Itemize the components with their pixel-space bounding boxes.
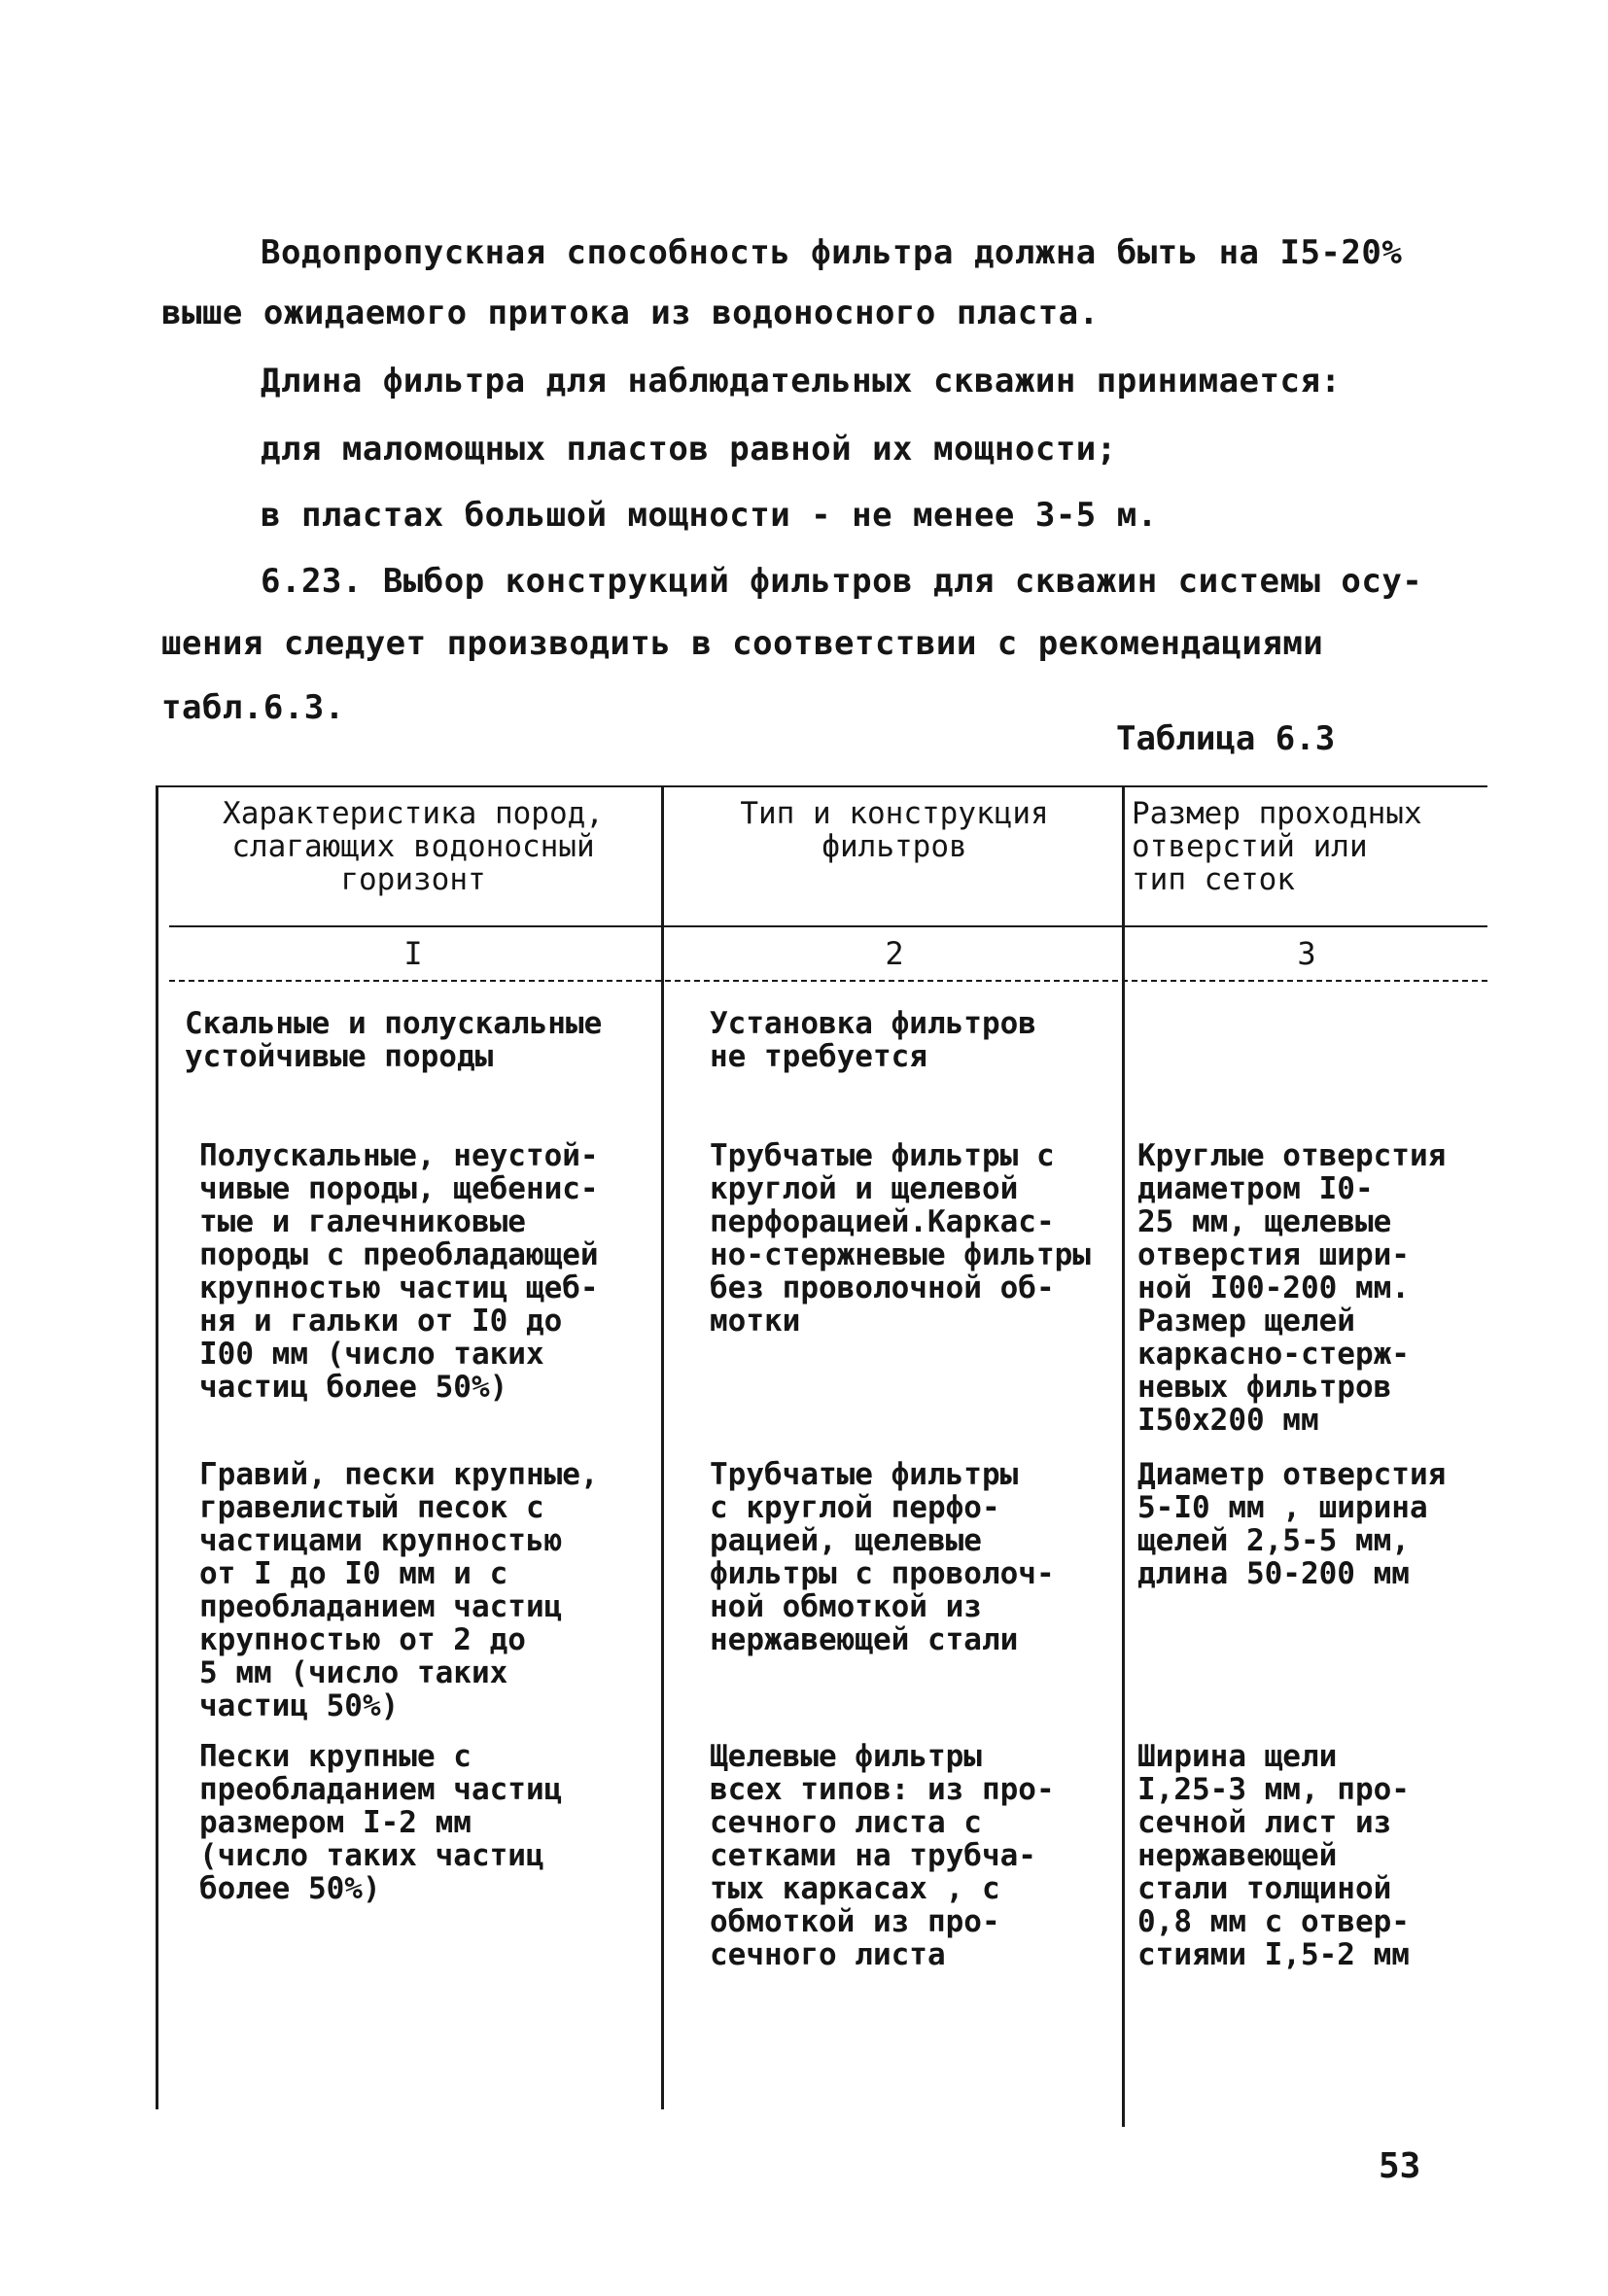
table-header-col3: Размер проходных отверстий или тип сеток bbox=[1132, 796, 1422, 897]
body-text-line: Длина фильтра для наблюдательных скважин принимается: bbox=[261, 362, 1342, 400]
table-header-rule bbox=[169, 925, 1487, 927]
table-col-number-1: I bbox=[403, 935, 423, 972]
table-row-3-col3: Диаметр отверстия 5-I0 мм , ширина щелей 2,5-5 мм, длина 50-200 мм bbox=[1137, 1457, 1447, 1591]
table-header-col2: Тип и конструкция фильтров bbox=[740, 796, 1049, 864]
table-caption: Таблица 6.3 bbox=[1116, 719, 1336, 758]
table-col-number-3: 3 bbox=[1297, 935, 1316, 972]
table-row-3-col2: Трубчатые фильтры с круглой перфо- рацией, щелевые фильтры с проволоч- ной обмоткой из нержавеющей стали bbox=[710, 1457, 1055, 1657]
table-row-1-col1: Скальные и полускальные устойчивые породы bbox=[185, 1006, 603, 1074]
body-text-line: 6.23. Выбор конструкций фильтров для скважин системы осу- bbox=[261, 562, 1423, 601]
table-top-rule bbox=[156, 785, 1487, 787]
table-col-divider-2 bbox=[1122, 785, 1125, 2127]
body-text-line: в пластах большой мощности - не менее 3-5 м. bbox=[261, 496, 1158, 535]
table-row-4-col3: Ширина щели I,25-3 мм, про- сечной лист из нержавеющей стали толщиной 0,8 мм с отвер- стиями I,5-2 мм bbox=[1137, 1739, 1410, 1972]
body-text-line: табл.6.3. bbox=[161, 688, 345, 727]
table-left-border bbox=[156, 785, 158, 2109]
table-number-rule bbox=[169, 980, 1487, 982]
table-row-4-col2: Щелевые фильтры всех типов: из про- сечного листа с сетками на трубча- тых каркасах , с обмоткой из про- сечного листа bbox=[710, 1739, 1055, 1972]
table-col-divider-1 bbox=[661, 785, 664, 2109]
table-row-1-col2: Установка фильтров не требуется bbox=[710, 1006, 1036, 1074]
table-row-2-col3: Круглые отверстия диаметром I0- 25 мм, щелевые отверстия шири- ной I00-200 мм. Размер щелей каркасно-стерж- невых фильтров I50x200 мм bbox=[1137, 1138, 1447, 1438]
table-header-col1: Характеристика пород, слагающих водоносный горизонт bbox=[223, 796, 604, 897]
table-col-number-2: 2 bbox=[885, 935, 904, 972]
page-number: 53 bbox=[1379, 2146, 1421, 2186]
body-text-line: для маломощных пластов равной их мощности; bbox=[261, 430, 1117, 469]
table-row-2-col1: Полускальные, неустой- чивые породы, щебенис- тые и галечниковые породы с преобладающей крупностью частиц щеб- ня и гальки от I0 до I00 мм (число таких частиц более 50%) bbox=[199, 1138, 599, 1405]
table-row-2-col2: Трубчатые фильтры с круглой и щелевой перфорацией.Каркас- но-стержневые фильтры без проволочной об- мотки bbox=[710, 1138, 1091, 1339]
body-text-line: выше ожидаемого притока из водоносного пласта. bbox=[161, 294, 1100, 332]
body-text-line: шения следует производить в соответствии с рекомендациями bbox=[161, 624, 1324, 663]
body-text-line: Водопропускная способность фильтра должна быть на I5-20% bbox=[261, 233, 1403, 272]
table-row-3-col1: Гравий, пески крупные, гравелистый песок с частицами крупностью от I до I0 мм и с преобладанием частиц крупностью от 2 до 5 мм (число таких частиц 50%) bbox=[199, 1457, 599, 1723]
table-row-4-col1: Пески крупные с преобладанием частиц размером I-2 мм (число таких частиц более 50%) bbox=[199, 1739, 563, 1906]
filter-table bbox=[156, 778, 1487, 2119]
